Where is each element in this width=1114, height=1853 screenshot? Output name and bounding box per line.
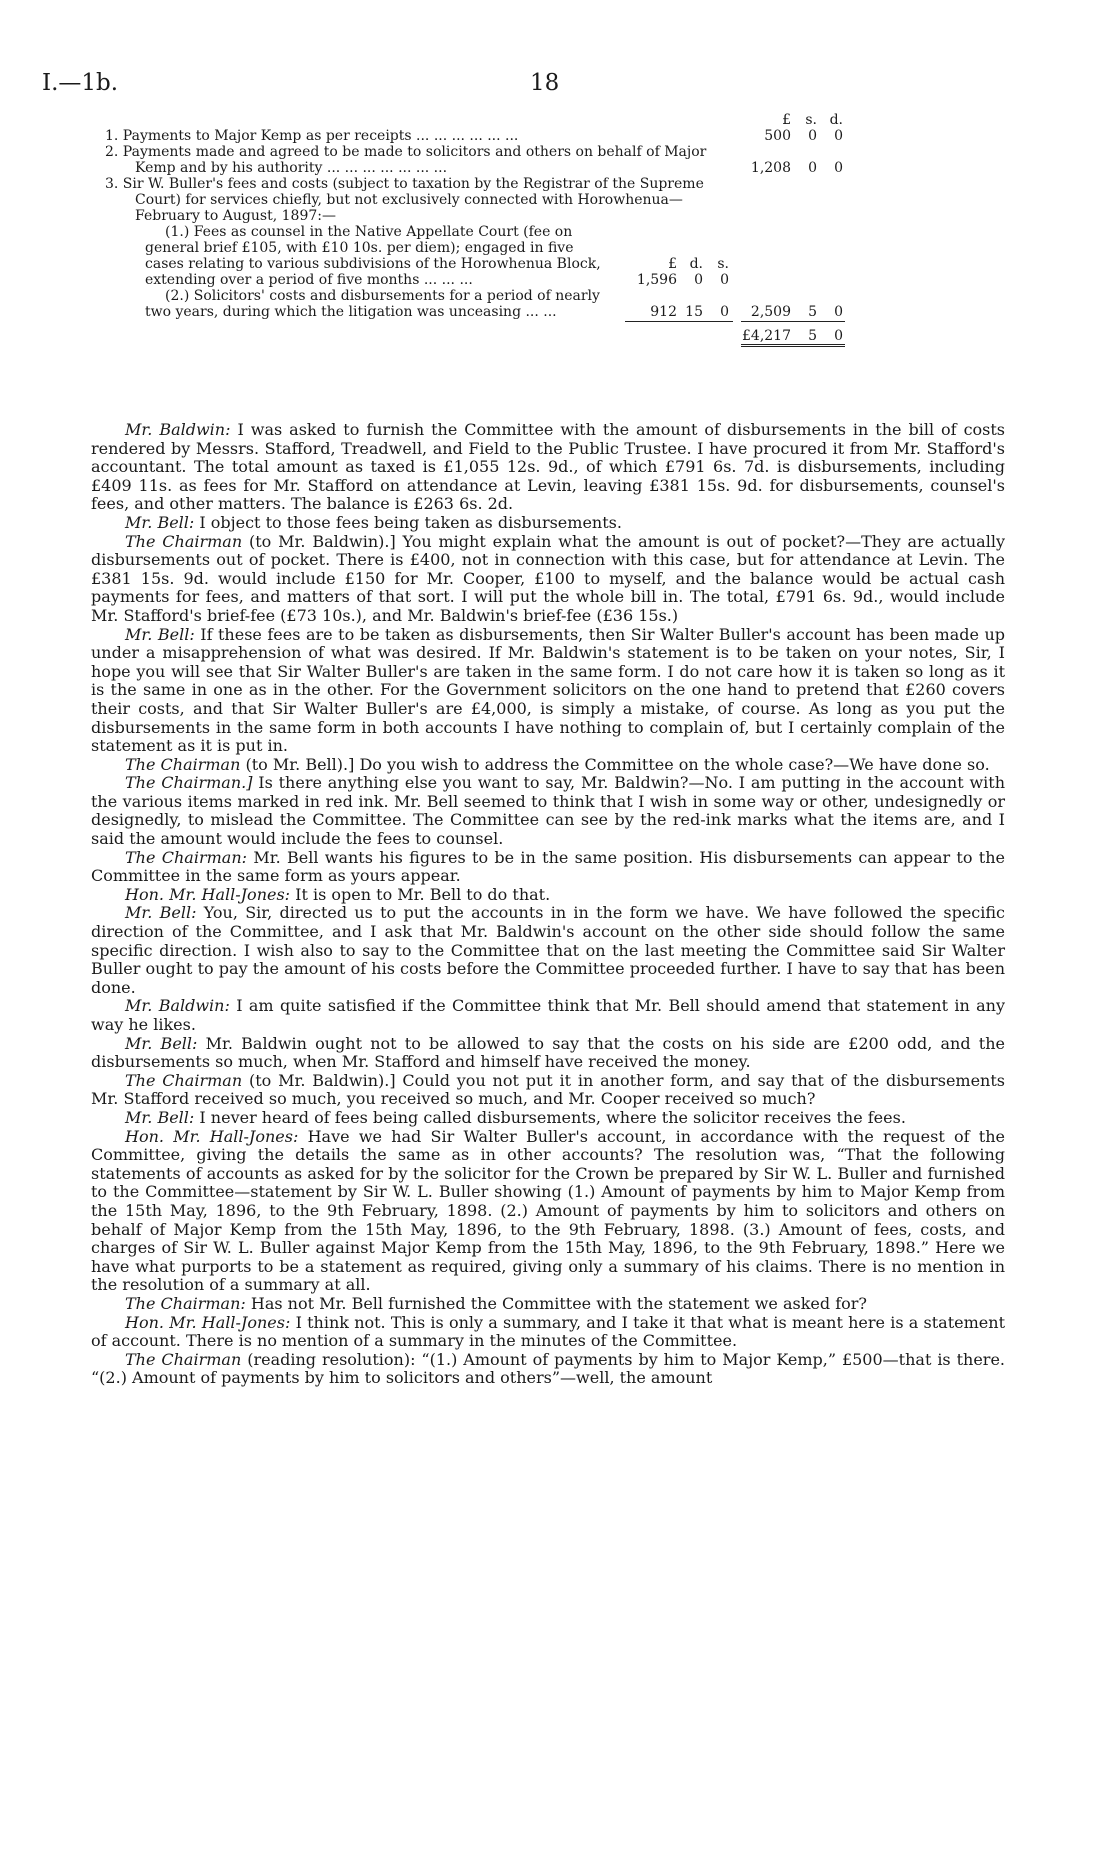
speech: I was asked to furnish the Committee with the amount of disbursements in the bill of costs rendered by Messrs. Stafford, Treadwell, and Field to the Public Trustee. I have procured it from Mr. Stafford's accountant. The total amount as taxed is £1,055 12s. 9d., of which £791 6s. 7d. is disbursements, including £409 11s. as fees for Mr. Stafford on attendance at Levin, leaving £381 15s. 9d. for disbursements, counsel's fees, and other matters. The balance is £263 6s. 2d. <box>91 420 1006 514</box>
paragraph <box>91 626 1005 756</box>
account-item <box>105 144 985 160</box>
account-item <box>105 240 985 256</box>
speech: Have we had Sir Walter Buller's account, in accordance with the request of the Committee, giving the details the same as in other accounts? The resolution was, “That the following statements of accounts as asked for by the solicitor for the Crown be prepared by Sir W. L. Buller and furnished to the Committee—statement by Sir W. L. Buller showing (1.) Amount of payments by him to Major Kemp from the 15th May, 1896, to the 9th February, 1898. (2.) Amount of payments by him to solicitors and others on behalf of Major Kemp from the 15th May, 1896, to the 9th February, 1898. (3.) Amount of fees, costs, and charges of Sir W. L. Buller against Major Kemp from the 15th May, 1896, to the 9th February, 1898.” Here we have what purports to be a statement as required, giving only a summary of his claims. There is no mention in the resolution of a summary at all. <box>91 1126 1006 1295</box>
item-text: (2.) Solicitors' costs and disbursements for a period of nearly <box>165 288 600 304</box>
col-head-pence: d. <box>829 112 843 128</box>
speech: (to Mr. Baldwin).] You might explain what the amount is out of pocket?—They are actually disbursements out of pocket. There is £400, not in connection with this case, but for attendance at Levin. The £381 15s. 9d. would include £150 for Mr. Cooper, £100 to myself, and the balance would be actual cash payments for fees, and matters of that sort. I will put the whole bill in. The total, £791 6s. 9d., would include Mr. Stafford's brief-fee (£73 10s.), and Mr. Baldwin's brief-fee (£36 15s.) <box>91 531 1005 625</box>
paragraph <box>91 1351 1005 1388</box>
paragraph <box>91 514 1005 533</box>
speaker: The Chairman: <box>125 1293 246 1313</box>
paragraph <box>91 533 1005 626</box>
speaker: Hon. Mr. Hall-Jones: <box>125 884 291 904</box>
speech: I never heard of fees being called disbursements, where the solicitor receives the fees. <box>194 1107 906 1127</box>
page-reference: I.—1b. <box>42 70 119 96</box>
item-text: February to August, 1897:— <box>135 208 336 224</box>
speech: If these fees are to be taken as disbursements, then Sir Walter Buller's account has been made up under a misapprehension of what was desired. If Mr. Baldwin's statement is to be taken on your notes, Sir, I hope you will see that Sir Walter Buller's are taken in the same form. I do not care how it is taken so long as it is the same in one as in the other. For the Government solicitors on the one hand to pretend that £260 covers their costs, and that Sir Walter Buller's are £4,000, is simply a mistake, of course. As long as you put the disbursements in the same form in both accounts I have nothing to complain of, but I certainly complain of the statement as it is put in. <box>91 624 1006 756</box>
item-text: 3. Sir W. Buller's fees and costs (subject to taxation by the Registrar of the Supreme <box>105 176 704 192</box>
speech: I think not. This is only a summary, and I take it that what is meant here is a statement of account. There is no mention of a summary in the minutes of the Committee. <box>91 1312 1005 1351</box>
amount-pence: 0 <box>834 128 843 144</box>
speaker: The Chairman.] <box>125 773 253 793</box>
total-rule-top <box>741 321 845 322</box>
item-text: 2. Payments made and agreed to be made to solicitors and others on behalf of Major <box>105 144 707 160</box>
speaker: The Chairman: <box>125 847 248 867</box>
amount-pounds: 2,509 <box>750 304 791 320</box>
item-text: Court) for services chiefly, but not exclusively connected with Horowhenua— <box>135 192 683 208</box>
account-item <box>105 256 985 272</box>
amount-shillings: 5 <box>808 304 817 320</box>
sub-head-pounds: £ <box>668 256 677 272</box>
speaker: Mr. Bell: <box>125 903 197 923</box>
sub-amount-pounds: 912 <box>650 304 677 320</box>
paragraph <box>91 1314 1005 1351</box>
speaker: Mr. Bell: <box>125 1033 198 1053</box>
currency-header-row <box>105 112 985 128</box>
paragraph <box>91 886 1005 905</box>
sub-amount-shillings: 0 <box>694 272 703 288</box>
speaker: Mr. Bell: <box>125 1107 195 1127</box>
total-pence: 0 <box>834 328 843 344</box>
item-text: general brief £105, with £10 10s. per diem); engaged in five <box>145 240 574 256</box>
speech: (to Mr. Baldwin).] Could you not put it in another form, and say that of the disbursements Mr. Stafford received so much, you received so much, and Mr. Cooper received so much? <box>91 1070 1006 1109</box>
col-head-shillings: s. <box>805 112 817 128</box>
paragraph <box>91 1295 1005 1314</box>
account-item <box>105 160 985 176</box>
account-item <box>105 304 985 320</box>
item-text: (1.) Fees as counsel in the Native Appellate Court (fee on <box>165 224 573 240</box>
speaker: Mr. Bell: <box>125 624 195 644</box>
paragraph <box>91 1035 1005 1072</box>
sub-amount-shillings: 15 <box>685 304 703 320</box>
transcript-body <box>91 421 1005 1388</box>
amount-pounds: 1,208 <box>750 160 791 176</box>
total-pounds: £4,217 <box>742 328 791 344</box>
amount-pounds: 500 <box>764 128 791 144</box>
subtotal-rule <box>625 321 733 322</box>
paragraph <box>91 1128 1005 1295</box>
amount-pence: 0 <box>834 304 843 320</box>
speech: (reading resolution): “(1.) Amount of payments by him to Major Kemp,” £500—that is there. “(2.) Amount of payments by him to solicitors and others”—well, the amount <box>91 1349 1005 1388</box>
speaker: Mr. Bell: <box>125 512 195 532</box>
item-text: 1. Payments to Major Kemp as per receipts ... ... ... ... ... ... <box>105 128 519 144</box>
speaker: The Chairman <box>125 1349 242 1369</box>
account-statement <box>105 112 985 344</box>
sub-amount-pence: 0 <box>720 272 729 288</box>
paragraph <box>91 774 1005 848</box>
amount-shillings: 0 <box>808 128 817 144</box>
paragraph <box>91 421 1005 514</box>
speaker: Mr. Baldwin: <box>125 996 230 1016</box>
speaker: The Chairman <box>125 531 243 551</box>
paragraph <box>91 904 1005 997</box>
item-text: extending over a period of five months ... ... ... <box>145 272 473 288</box>
account-item <box>105 272 985 288</box>
item-text: cases relating to various subdivisions of the Horowhenua Block, <box>145 256 601 272</box>
speech: I am quite satisfied if the Committee think that Mr. Bell should amend that statement in any way he likes. <box>91 996 1005 1034</box>
speech: Mr. Bell wants his figures to be in the same position. His disbursements can appear to the Committee in the same form as yours appear. <box>91 847 1005 886</box>
speech: It is open to Mr. Bell to do that. <box>290 884 551 904</box>
account-item <box>105 224 985 240</box>
paragraph <box>91 1072 1005 1109</box>
speech: Has not Mr. Bell furnished the Committee with the statement we asked for? <box>245 1293 867 1313</box>
account-item <box>105 176 985 192</box>
sub-amount-pounds: 1,596 <box>636 272 677 288</box>
page-number: 18 <box>530 70 560 96</box>
paragraph <box>91 756 1005 775</box>
speaker: Hon. Mr. Hall-Jones: <box>125 1126 299 1146</box>
item-text: two years, during which the litigation was unceasing ... ... <box>145 304 557 320</box>
speaker: Hon. Mr. Hall-Jones: <box>125 1312 291 1332</box>
account-item <box>105 128 985 144</box>
speech: (to Mr. Bell).] Do you wish to address the Committee on the whole case?—We have done so. <box>240 754 990 774</box>
paragraph <box>91 997 1005 1034</box>
sub-head-pence: d. <box>689 256 703 272</box>
paragraph <box>91 849 1005 886</box>
speaker: The Chairman <box>125 754 241 774</box>
speech: Mr. Baldwin ought not to be allowed to say that the costs on his side are £200 odd, and the disbursements so much, when Mr. Stafford and himself have received the money. <box>91 1033 1005 1072</box>
speech: You, Sir, directed us to put the accounts in in the form we have. We have followed the specific direction of the Committee, and I ask that Mr. Baldwin's account on the other side should follow the same specific direction. I wish also to say to the Committee that on the last meeting the Committee said Sir Walter Buller ought to pay the amount of his costs before the Committee proceeded further. I have to say that has been done. <box>91 903 1006 997</box>
sub-amount-pence: 0 <box>720 304 729 320</box>
col-head-pounds: £ <box>782 112 791 128</box>
total-shillings: 5 <box>808 328 817 344</box>
sub-head-shillings: s. <box>717 256 729 272</box>
speech: Is there anything else you want to say, Mr. Baldwin?—No. I am putting in the account with the various items marked in red ink. Mr. Bell seemed to think that I wish in some way or other, undesignedly or designedly, to mislead the Committee. The Committee can see by the red-ink marks what the items are, and I said the amount would include the fees to counsel. <box>91 773 1006 849</box>
speaker: The Chairman <box>125 1070 243 1090</box>
amount-shillings: 0 <box>808 160 817 176</box>
account-item <box>105 208 985 224</box>
item-text: Kemp and by his authority ... ... ... ... ... ... ... <box>135 160 448 176</box>
speech: I object to those fees being taken as disbursements. <box>194 512 622 532</box>
account-item <box>105 288 985 304</box>
speaker: Mr. Baldwin: <box>125 420 231 439</box>
total-double-rule <box>741 344 845 347</box>
amount-pence: 0 <box>834 160 843 176</box>
paragraph <box>91 1109 1005 1128</box>
account-item <box>105 192 985 208</box>
grand-total-row <box>105 328 985 344</box>
